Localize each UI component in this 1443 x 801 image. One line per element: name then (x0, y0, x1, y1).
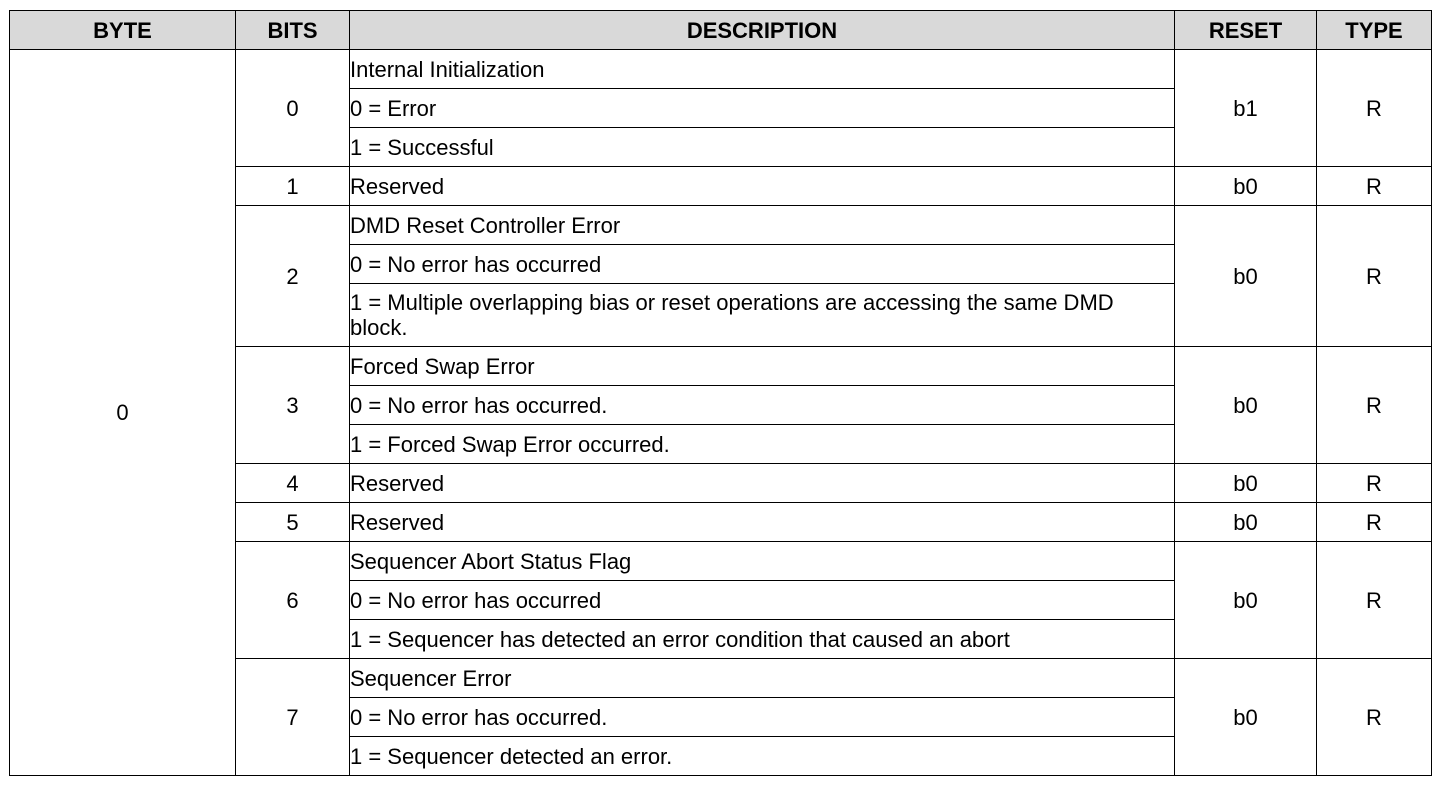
description-line: Internal Initialization (350, 50, 1175, 89)
reset-cell: b1 (1175, 50, 1317, 167)
description-line: DMD Reset Controller Error (350, 206, 1175, 245)
description-line: 1 = Multiple overlapping bias or reset operations are accessing the same DMD block. (350, 284, 1175, 347)
description-line: 1 = Successful (350, 128, 1175, 167)
header-reset: RESET (1175, 11, 1317, 50)
table-header (10, 11, 1432, 50)
bit-cell: 3 (236, 347, 350, 464)
reset-cell: b0 (1175, 542, 1317, 659)
reset-cell: b0 (1175, 464, 1317, 503)
reset-cell: b0 (1175, 167, 1317, 206)
type-cell: R (1317, 206, 1432, 347)
header-type: TYPE (1317, 11, 1432, 50)
description-line: 0 = No error has occurred (350, 245, 1175, 284)
type-cell: R (1317, 347, 1432, 464)
byte-cell: 0 (10, 50, 236, 776)
table-body (10, 50, 1432, 776)
table-row (10, 50, 1432, 89)
description-line: Sequencer Error (350, 659, 1175, 698)
header-row (10, 11, 1432, 50)
bit-cell: 1 (236, 167, 350, 206)
header-byte: BYTE (10, 11, 236, 50)
description-line: 1 = Sequencer detected an error. (350, 737, 1175, 776)
reset-cell: b0 (1175, 503, 1317, 542)
type-cell: R (1317, 167, 1432, 206)
bit-cell: 2 (236, 206, 350, 347)
type-cell: R (1317, 503, 1432, 542)
type-cell: R (1317, 659, 1432, 776)
description-line: Reserved (350, 464, 1175, 503)
reset-cell: b0 (1175, 659, 1317, 776)
bit-cell: 7 (236, 659, 350, 776)
description-line: 1 = Sequencer has detected an error condition that caused an abort (350, 620, 1175, 659)
description-line: Sequencer Abort Status Flag (350, 542, 1175, 581)
type-cell: R (1317, 464, 1432, 503)
bit-cell: 6 (236, 542, 350, 659)
description-line: Reserved (350, 167, 1175, 206)
reset-cell: b0 (1175, 206, 1317, 347)
description-line: 0 = No error has occurred (350, 581, 1175, 620)
reset-cell: b0 (1175, 347, 1317, 464)
description-line: 0 = Error (350, 89, 1175, 128)
header-description: DESCRIPTION (350, 11, 1175, 50)
description-line: 0 = No error has occurred. (350, 698, 1175, 737)
description-line: 0 = No error has occurred. (350, 386, 1175, 425)
header-bits: BITS (236, 11, 350, 50)
description-line: Reserved (350, 503, 1175, 542)
bit-cell: 4 (236, 464, 350, 503)
description-line: Forced Swap Error (350, 347, 1175, 386)
type-cell: R (1317, 50, 1432, 167)
description-line: 1 = Forced Swap Error occurred. (350, 425, 1175, 464)
bit-cell: 5 (236, 503, 350, 542)
type-cell: R (1317, 542, 1432, 659)
bit-cell: 0 (236, 50, 350, 167)
register-table (9, 10, 1432, 776)
